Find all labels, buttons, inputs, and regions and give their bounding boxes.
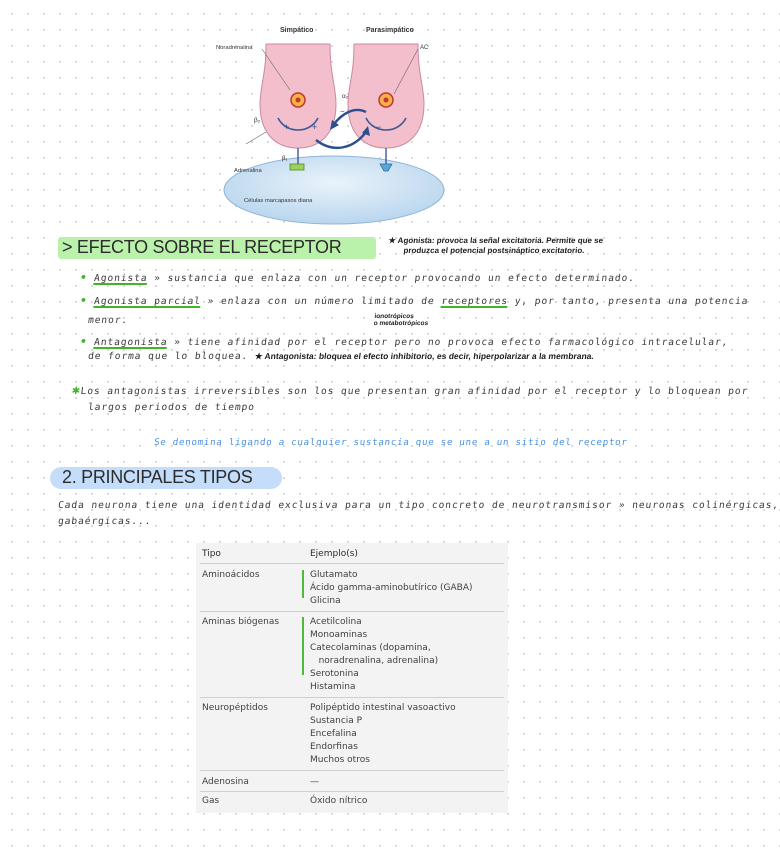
label-sympathetic: Simpático xyxy=(280,27,314,34)
table-cell: — xyxy=(310,777,319,787)
beta1-receptor xyxy=(290,164,304,170)
table-row-accent xyxy=(302,617,304,675)
agonista-text: » sustancia que enlaza con un receptor provocando un efecto determinado. xyxy=(146,273,636,284)
svg-text:−: − xyxy=(340,107,345,116)
term-agonista-parcial: Agonista parcial xyxy=(93,296,202,307)
irreversibles-text: Los antagonistas irreversibles son los que presentan gran afinidad por el receptor y lo bloquean por xyxy=(79,386,749,397)
table-row-accent xyxy=(302,570,304,598)
label-adrenaline: Adrenalina xyxy=(234,168,262,174)
term-agonista: Agonista xyxy=(93,273,149,284)
table-row-rule xyxy=(200,697,504,698)
parcial-text-b: y, por tanto, presenta una potencia xyxy=(507,296,750,307)
table-row-type: Gas xyxy=(202,796,220,806)
table-cell: Muchos otros xyxy=(310,755,370,765)
bullet-antagonista xyxy=(79,335,729,348)
label-beta2: β₂ xyxy=(254,117,261,124)
parcial-line2: menor. xyxy=(87,315,129,326)
agonist-note-line1: ★ Agonista: provoca la señal excitatoria. Permite que se xyxy=(388,236,604,245)
table-cell: Glicina xyxy=(310,596,341,606)
antagonista-text: » tiene afinidad por el receptor pero no provoca efecto farmacológico intracelular, xyxy=(166,337,729,348)
table-cell: Encefalina xyxy=(310,729,357,739)
bullet-dot: • xyxy=(79,294,89,307)
label-beta1: β₁ xyxy=(282,156,288,162)
star-icon: ✱ xyxy=(71,383,82,398)
label-alpha2: α₂ xyxy=(342,93,349,100)
bullet-dot: • xyxy=(79,271,89,284)
bullet-agonista xyxy=(79,271,636,284)
agonist-note xyxy=(387,236,633,256)
table-header-rule xyxy=(200,563,504,564)
table-cell: Catecolaminas (dopamina, xyxy=(310,643,431,653)
receptor-note-2: o metabotrópicos xyxy=(373,320,429,327)
table-row-rule xyxy=(200,770,504,771)
section2-intro-line2: gabaérgicas... xyxy=(57,516,153,527)
label-cells: Células marcapasos diana xyxy=(244,198,313,204)
antagonista-line2 xyxy=(87,351,594,362)
section1-title: > EFECTO SOBRE EL RECEPTOR xyxy=(62,237,342,257)
table-cell: Endorfinas xyxy=(310,742,358,752)
table-row-type: Aminas biógenas xyxy=(202,617,280,627)
table-cell: Monoaminas xyxy=(310,630,368,640)
label-parasympathetic: Parasimpático xyxy=(366,27,414,34)
table-row-rule xyxy=(200,791,504,792)
target-cell xyxy=(224,156,444,224)
section2-intro-line1: Cada neurona tiene una identidad exclusiva para un tipo concreto de neurotransmisor » neuronas colinérgicas, xyxy=(57,500,780,511)
table-header-examples: Ejemplo(s) xyxy=(310,549,358,559)
agonist-note-line2: produzca el potencial postsináptico excitatorio. xyxy=(403,246,585,255)
neurotransmitter-table xyxy=(196,543,508,813)
table-cell: Serotonina xyxy=(310,669,359,679)
table-cell: Ácido gamma-aminobutírico (GABA) xyxy=(310,583,473,593)
table-cell: Acetilcolina xyxy=(310,617,362,627)
ligando-definition: Se denomina ligando a cualquier sustancia que se une a un sitio del receptor xyxy=(153,437,629,448)
svg-text:+: + xyxy=(284,122,290,132)
svg-text:−: − xyxy=(376,122,382,132)
antagonist-note: ★ Antagonista: bloquea el efecto inhibitorio, es decir, hiperpolarizar a la membrana. xyxy=(254,351,595,361)
table-row-type: Adenosina xyxy=(202,777,249,787)
bullet-agonista-parcial xyxy=(79,294,749,307)
table-row-type: Neuropéptidos xyxy=(202,703,268,713)
table-cell: noradrenalina, adrenalina) xyxy=(310,656,439,666)
receptor-types-note xyxy=(373,313,429,327)
irreversibles-line1 xyxy=(71,383,749,398)
term-antagonista: Antagonista xyxy=(93,337,169,348)
antagonista-line2-text: de forma que lo bloquea. xyxy=(87,351,249,362)
table-cell: Histamina xyxy=(310,682,356,692)
table-header-type: Tipo xyxy=(202,549,221,559)
table-cell: Glutamato xyxy=(310,570,358,580)
parcial-text-a: » enlaza con un número limitado de xyxy=(200,296,442,307)
table-cell: Óxido nítrico xyxy=(310,796,368,806)
synapse-diagram xyxy=(216,14,442,210)
table-cell: Polipéptido intestinal vasoactivo xyxy=(310,703,456,713)
section2-title: 2. PRINCIPALES TIPOS xyxy=(62,467,253,487)
svg-text:+: + xyxy=(312,122,318,132)
label-noradrenaline: Noradrenalina xyxy=(216,45,253,51)
bullet-dot: • xyxy=(79,335,89,348)
table-row-rule xyxy=(200,611,504,612)
term-receptores: receptores xyxy=(440,296,509,307)
table-row-type: Aminoácidos xyxy=(202,570,260,580)
receptor-note-1: ionotrópicos xyxy=(374,313,415,320)
table-cell: Sustancia P xyxy=(310,716,363,726)
irreversibles-line2: largos periodos de tiempo xyxy=(87,402,256,413)
label-ac: AC xyxy=(420,45,429,51)
